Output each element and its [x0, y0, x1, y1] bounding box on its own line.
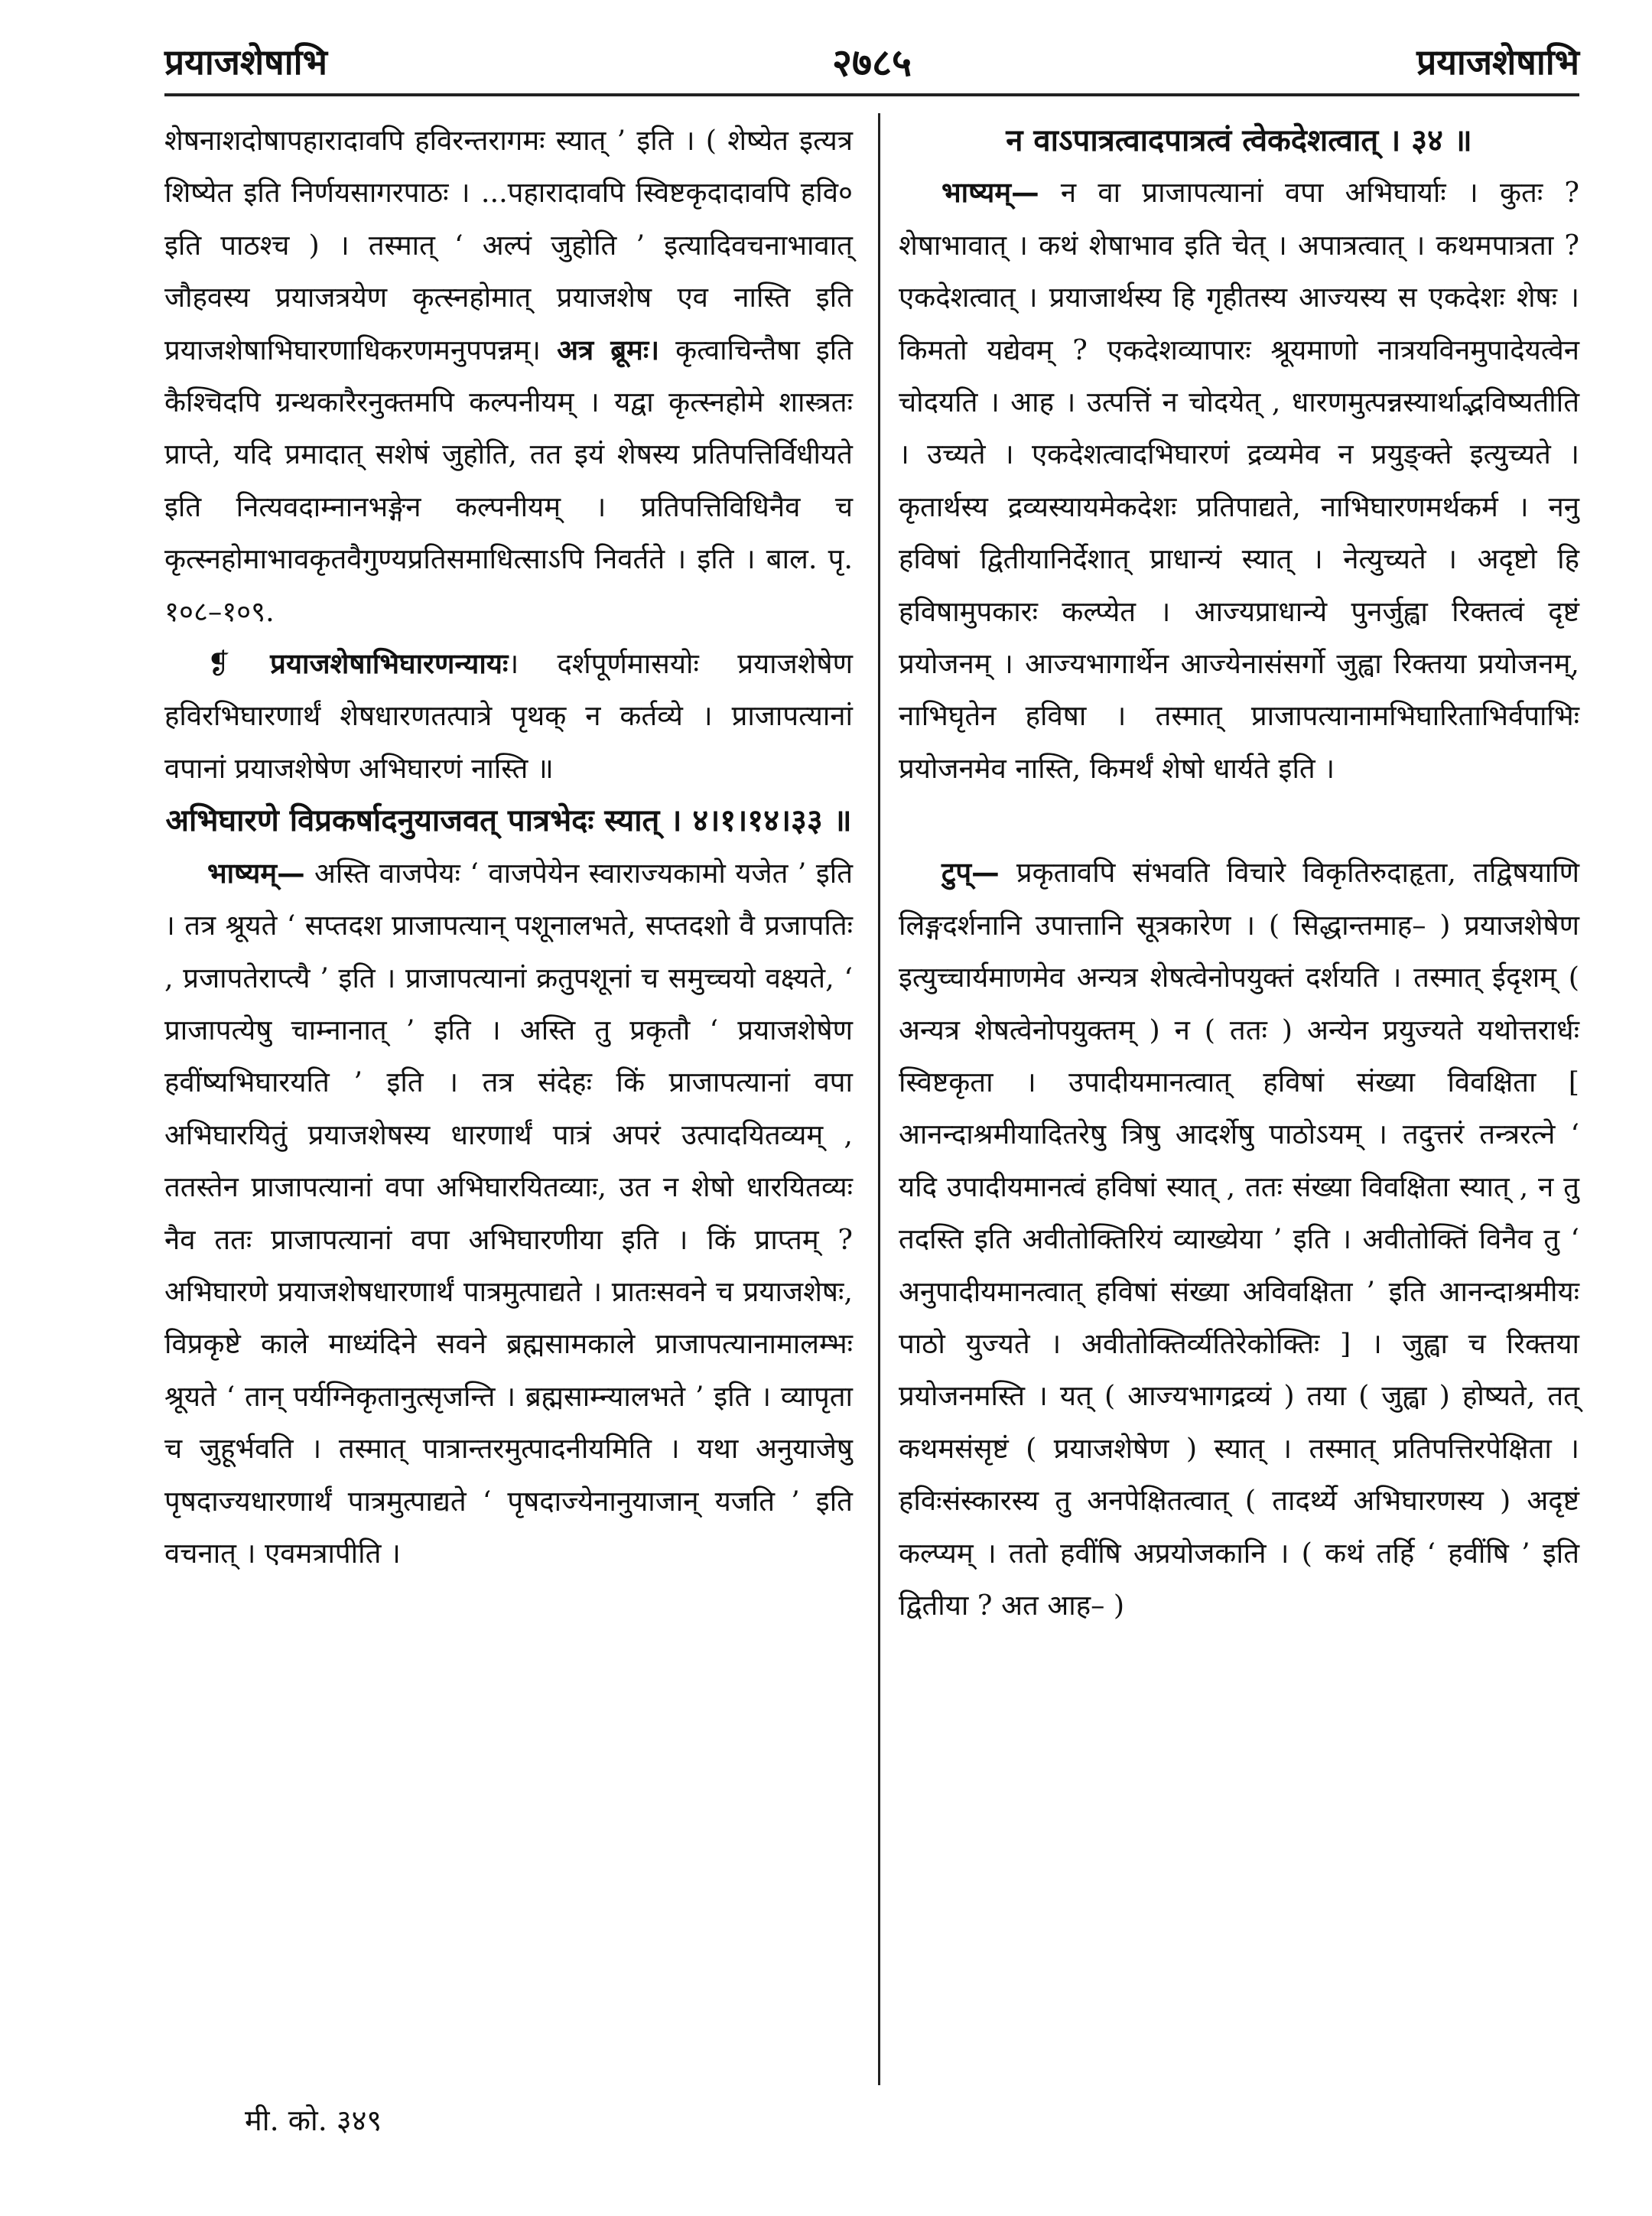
right-paragraph-1: भाष्यम्— न वा प्राजापत्यानां वपा अभिघार्याः । कुतः ? शेषाभावात् । कथं शेषाभाव इति चेत् । अपात्रत्वात् । कथमपात्रता ? एकदेशत्वात् । प्रयाजार्थस्य हि गृहीतस्य आज्यस्य स एकदेशः शेषः । किमतो यद्येवम् ? एकदेशव्यापारः श्रूयमाणो नात्रयविनमुपादेयत्वेन चोदयति । आह । उत्पत्तिं न चोदयेत् , धारणमुत्पन्नस्यार्थाद्भविष्यतीति । उच्यते । एकदेशत्वादभिघारणं द्रव्यमेव न प्रयुङ्क्ते इत्युच्यते । कृतार्थस्य द्रव्यस्यायमेकदेशः प्रतिपाद्यते, नाभिघारणमर्थकर्म । ननु हविषां द्वितीयानिर्देशात् प्राधान्यं स्यात् । नेत्युच्यते । अदृष्टो हि हविषामुपकारः कल्प्येत । आज्यप्राधान्ये पुनर्जुह्वा रिक्तत्वं दृष्टं प्रयोजनम् । आज्यभागार्थेन आज्येनासंसर्गो जुह्वा रिक्तया प्रयोजनम्, नाभिघृतेन हविषा । तस्मात् प्राजापत्यानामभिघारिताभिर्वपाभिः प्रयोजनमेव नास्ति, किमर्थं शेषो धार्यते इति ।	[899, 176, 1580, 785]
left-column	[164, 115, 853, 1580]
nyaya-heading: ❡ प्रयाजशेषाभिघारणन्यायः	[207, 647, 509, 681]
tup-label: टुप्—	[941, 856, 1000, 890]
left-paragraph-3: भाष्यम्— अस्ति वाजपेयः ‘ वाजपेयेन स्वाराज्यकामो यजेत ’ इति । तत्र श्रूयते ‘ सप्तदश प्राजापत्यान् पशूनालभते, सप्तदशो वै प्रजापतिः , प्रजापतेराप्त्यै ’ इति । प्राजापत्यानां क्रतुपशूनां च समुच्चयो वक्ष्यते, ‘ प्राजापत्येषु चाम्नानात् ’ इति । अस्ति तु प्रकृतौ ‘ प्रयाजशेषेण हवींष्यभिघारयति ’ इति । तत्र संदेहः किं प्राजापत्यानां वपा अभिघारयितुं प्रयाजशेषस्य धारणार्थं पात्रं अपरं उत्पादयितव्यम् , ततस्तेन प्राजापत्यानां वपा अभिघारयितव्याः, उत न शेषो धारयितव्यः नैव ततः प्राजापत्यानां वपा अभिघारणीया इति । किं प्राप्तम् ? अभिघारणे प्रयाजशेषधारणार्थं पात्रमुत्पाद्यते । प्रातःसवने च प्रयाजशेषः, विप्रकृष्टे काले माध्यंदिने सवने ब्रह्मसामकाले प्राजापत्यानामालम्भः श्रूयते ‘ तान् पर्यग्निकृतानुत्सृजन्ति । ब्रह्मसाम्न्यालभते ’ इति । व्यापृता च जुहूर्भवति । तस्मात् पात्रान्तरमुत्पादनीयमिति । यथा अनुयाजेषु पृषदाज्यधारणार्थं पात्रमुत्पाद्यते ‘ पृषदाज्येनानुयाजान् यजति ’ इति वचनात् । एवमत्रापीति ।	[164, 856, 853, 1570]
bhashya-label: भाष्यम्—	[207, 856, 305, 890]
sutra-33: अभिघारणे विप्रकर्षादनुयाजवत् पात्रभेदः स्यात् । ४।१।१४।३३ ॥	[165, 803, 852, 839]
left-paragraph-2: ❡ प्रयाजशेषाभिघारणन्यायः। दर्शपूर्णमासयोः प्रयाजशेषेण हविरभिघारणार्थं शेषधारणतत्पात्रे पृथक् न कर्तव्ये । प्राजापत्यानां वपानां प्रयाजशेषेण अभिघारणं नास्ति ॥	[164, 647, 853, 785]
header-right-title: प्रयाजशेषाभि	[1416, 41, 1579, 83]
footer-signature: मी. को. ३४९	[245, 2104, 382, 2137]
bhashya-label-right: भाष्यम्—	[941, 176, 1039, 210]
header-left-title: प्रयाजशेषाभि	[164, 41, 327, 83]
page-number: २७८५	[832, 41, 912, 85]
atra-bruumah: अत्र ब्रूमः।	[557, 333, 660, 366]
right-paragraph-2: टुप्— प्रकृतावपि संभवति विचारे विकृतिरुदाहृता, तद्विषयाणि लिङ्गदर्शनानि उपात्तानि सूत्रकारेण । ( सिद्धान्तमाह– ) प्रयाजशेषेण इत्युच्चार्यमाणमेव अन्यत्र शेषत्वेनोपयुक्तं दर्शयति । तस्मात् ईदृशम् ( अन्यत्र शेषत्वेनोपयुक्तम् ) न ( ततः ) अन्येन प्रयुज्यते यथोत्तरार्धः स्विष्टकृता । उपादीयमानत्वात् हविषां संख्या विवक्षिता [ आनन्दाश्रमीयादितरेषु त्रिषु आदर्शेषु पाठोऽयम् । तदुत्तरं तन्त्ररत्ने ‘ यदि उपादीयमानत्वं हविषां स्यात् , ततः संख्या विवक्षिता स्यात् , न तु तदस्ति इति अवीतोक्तिरियं व्याख्येया ’ इति । अवीतोक्तिं विनैव तु ‘ अनुपादीयमानत्वात् हविषां संख्या अविवक्षिता ’ इति आनन्दाश्रमीयः पाठो युज्यते । अवीतोक्तिर्व्यतिरेकोक्तिः ] । जुह्वा च रिक्तया प्रयोजनमस्ति । यत् ( आज्यभागद्रव्यं ) तया ( जुह्वा ) होष्यते, तत् कथमसंसृष्टं ( प्रयाजशेषेण ) स्यात् । तस्मात् प्रतिपत्तिरपेक्षिता । हविःसंस्कारस्य तु अनपेक्षितत्वात् ( तादर्थ्ये अभिघारणस्य ) अदृष्टं कल्प्यम् । ततो हवींषि अप्रयोजकानि । ( कथं तर्हि ‘ हवींषि ’ इति द्वितीया ? अत आह– )	[899, 856, 1579, 1622]
column-divider	[878, 113, 880, 2085]
page-header	[164, 31, 1579, 92]
right-column	[899, 115, 1579, 1632]
left-paragraph-1: शेषनाशदोषापहारादावपि हविरन्तरागमः स्यात् ’ इति । ( शेष्येत इत्यत्र शिष्येत इति निर्णयसागरपाठः । ...पहारादावपि स्विष्टकृदादावपि हवि० इति पाठश्च ) । तस्मात् ‘ अल्पं जुहोति ’ इत्यादिवचनाभावात् जौहवस्य प्रयाजत्रयेण कृत्स्नहोमात् प्रयाजशेष एव नास्ति इति प्रयाजशेषाभिघारणाधिकरणमनुपपन्नम्। अत्र ब्रूमः। कृत्वाचिन्तैषा इति कैश्चिदपि ग्रन्थकारैरनुक्तमपि कल्पनीयम् । यद्वा कृत्स्नहोमे शास्त्रतः प्राप्ते, यदि प्रमादात् सशेषं जुहोति, तत इयं शेषस्य प्रतिपत्तिर्विधीयते इति नित्यवदाम्नानभङ्गेन कल्पनीयम् । प्रतिपत्तिविधिनैव च कृत्स्नहोमाभावकृतवैगुण्यप्रतिसमाधित्साऽपि निवर्तते । इति । बाल. पृ. १०८–१०९.	[164, 124, 854, 628]
header-rule	[164, 93, 1579, 96]
sutra-34: न वाऽपात्रत्वादपात्रत्वं त्वेकदेशत्वात् । ३४ ॥	[1006, 123, 1472, 158]
